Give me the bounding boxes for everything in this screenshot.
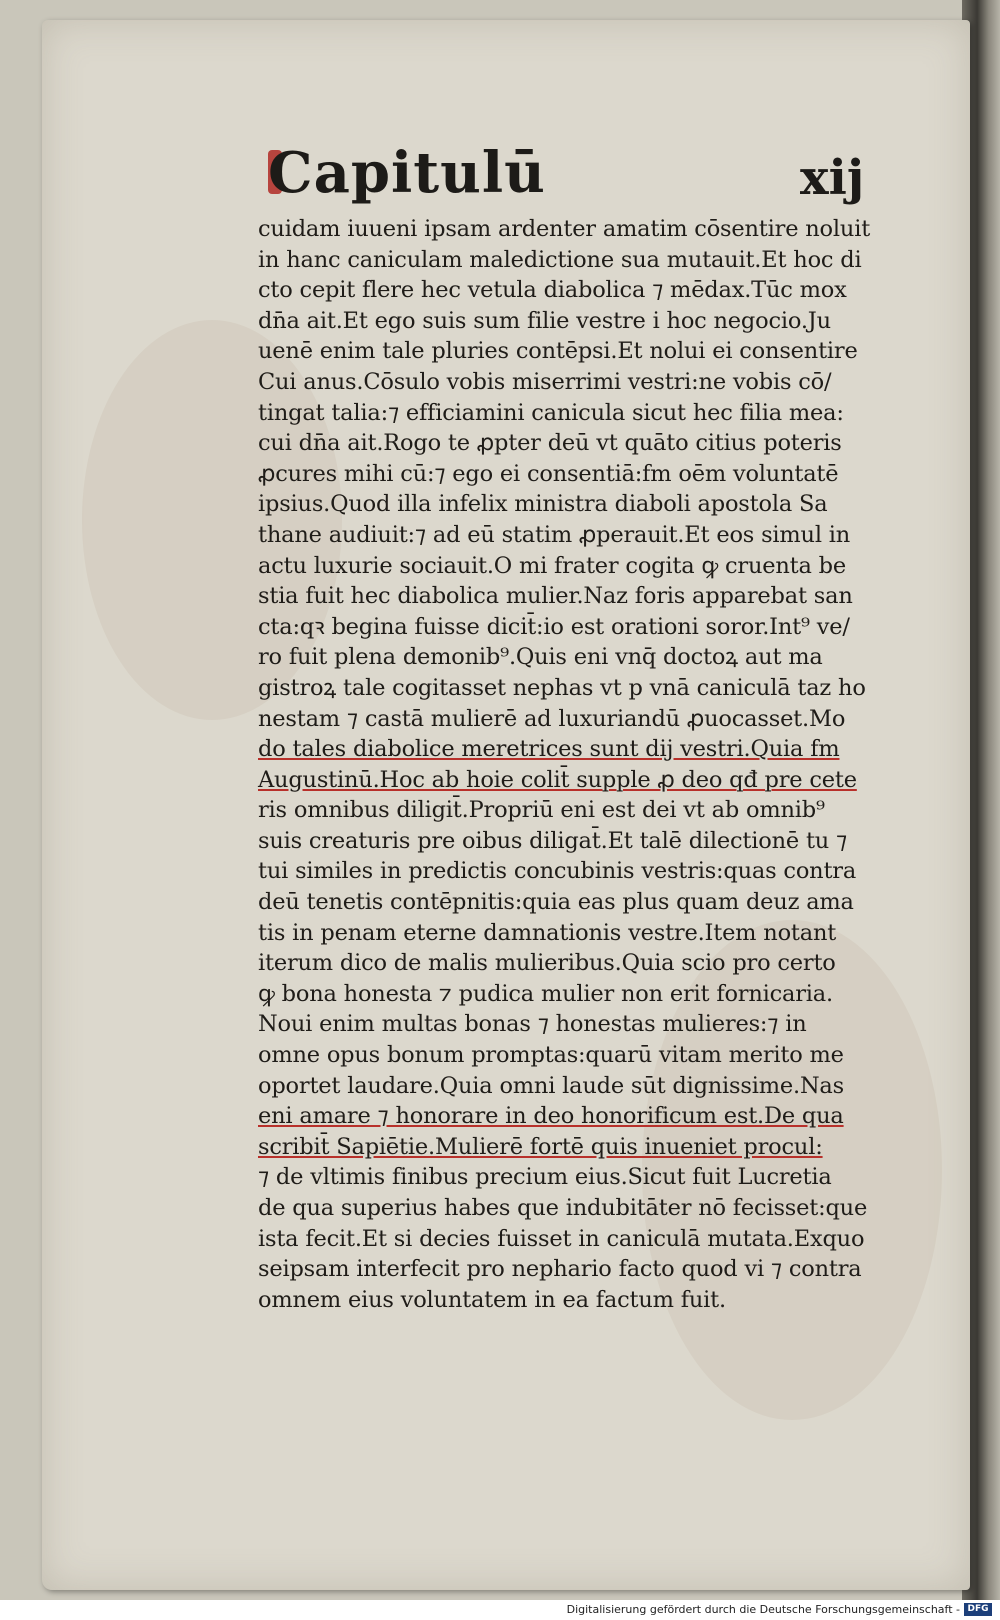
text-line: cta:qꝛ begina fuisse dicit̄:io est orationi soror.Int⁹ ve/: [258, 613, 850, 640]
text-line: suis creaturis pre oibus diligat̄.Et talē dilectionē tu ⁊: [258, 827, 848, 854]
text-line: Augustinū.Hoc ab hoie colit̄ supple ꝓ deo qđ pre cete: [258, 766, 857, 793]
text-line: ris omnibus diligit̄.Propriū eni est dei vt ab omnib⁹: [258, 797, 825, 824]
text-line: ⁊ de vltimis finibus precium eius.Sicut fuit Lucretia: [258, 1164, 832, 1191]
text-line: actu luxurie sociauit.O mi frater cogita ꝙ cruenta be: [258, 552, 847, 579]
text-line: in hanc caniculam maledictione sua mutauit.Et hoc di: [258, 246, 862, 273]
text-line: tingat talia:⁊ efficiamini canicula sicut hec filia mea:: [258, 399, 844, 426]
text-line: cui dn̄a ait.Rogo te ꝓpter deū vt quāto citius poteris: [258, 430, 842, 457]
text-line: stia fuit hec diabolica mulier.Naz foris apparebat san: [258, 583, 853, 610]
text-line: omne opus bonum promptas:quarū vitam merito me: [258, 1042, 844, 1069]
text-line: ipsius.Quod illa infelix ministra diaboli apostola Sa: [258, 491, 828, 518]
text-line: oportet laudare.Quia omni laude sūt dignissime.Nas: [258, 1072, 844, 1099]
text-block: [258, 214, 908, 1315]
text-line: uenē enim tale pluries contēpsi.Et nolui ei consentire: [258, 338, 858, 365]
text-line: dn̄a ait.Et ego suis sum filie vestre i hoc negocio.Ju: [258, 307, 831, 334]
text-line: tis in penam eterne damnationis vestre.Item notant: [258, 919, 837, 946]
text-line: ꝓcures mihi cū:⁊ ego ei consentiā:fm oēm voluntatē: [258, 460, 839, 487]
chapter-heading: Capitulū: [268, 140, 546, 206]
footer-bar: [0, 1600, 1000, 1620]
text-line: Cui anus.Cōsulo vobis miserrimi vestri:ne vobis cō/: [258, 368, 832, 395]
text-line: gistroꝝ tale cogitasset nephas vt p vnā caniculā taz ho: [258, 674, 866, 701]
text-line: cuidam iuueni ipsam ardenter amatim cōsentire noluit: [258, 216, 871, 242]
text-line: thane audiuit:⁊ ad eū statim ꝓperauit.Et eos simul in: [258, 521, 851, 548]
funding-credit: Digitalisierung gefördert durch die Deutsche Forschungsgemeinschaft -: [566, 1603, 960, 1616]
text-line: Noui enim multas bonas ⁊ honestas mulieres:⁊ in: [258, 1011, 807, 1038]
text-line: tui similes in predictis concubinis vestris:quas contra: [258, 858, 857, 885]
text-line: ro fuit plena demonib⁹.Quis eni vnq̄ doctoꝝ aut ma: [258, 644, 823, 671]
text-line: nestam ⁊ castā mulierē ad luxuriandū ꝓuocasset.Mo: [258, 705, 846, 732]
text-line: ista fecit.Et si decies fuisset in caniculā mutata.Exquo: [258, 1225, 865, 1252]
text-line: ꝙ bona honesta ⁊ pudica mulier non erit fornicaria.: [258, 980, 833, 1007]
dfg-logo: DFG: [964, 1603, 992, 1616]
text-line: scribit̄ Sapiētie.Mulierē fortē quis inueniet procul:: [258, 1133, 823, 1160]
text-line: cto cepit flere hec vetula diabolica ⁊ mēdax.Tūc mox: [258, 277, 847, 304]
text-line: iterum dico de malis mulieribus.Quia scio pro certo: [258, 950, 836, 977]
text-line: eni amare ⁊ honorare in deo honorificum est.De qua: [258, 1103, 844, 1130]
text-line: omnem eius voluntatem in ea factum fuit.: [258, 1286, 726, 1313]
text-line: do tales diabolice meretrices sunt dij vestri.Quia fm: [258, 736, 840, 763]
chapter-number: xij: [800, 150, 865, 206]
text-line: de qua superius habes que indubitāter nō fecisset:que: [258, 1195, 868, 1221]
text-line: deū tenetis contēpnitis:quia eas plus quam deuz ama: [258, 889, 854, 916]
text-line: seipsam interfecit pro nephario facto quod vi ⁊ contra: [258, 1256, 862, 1283]
